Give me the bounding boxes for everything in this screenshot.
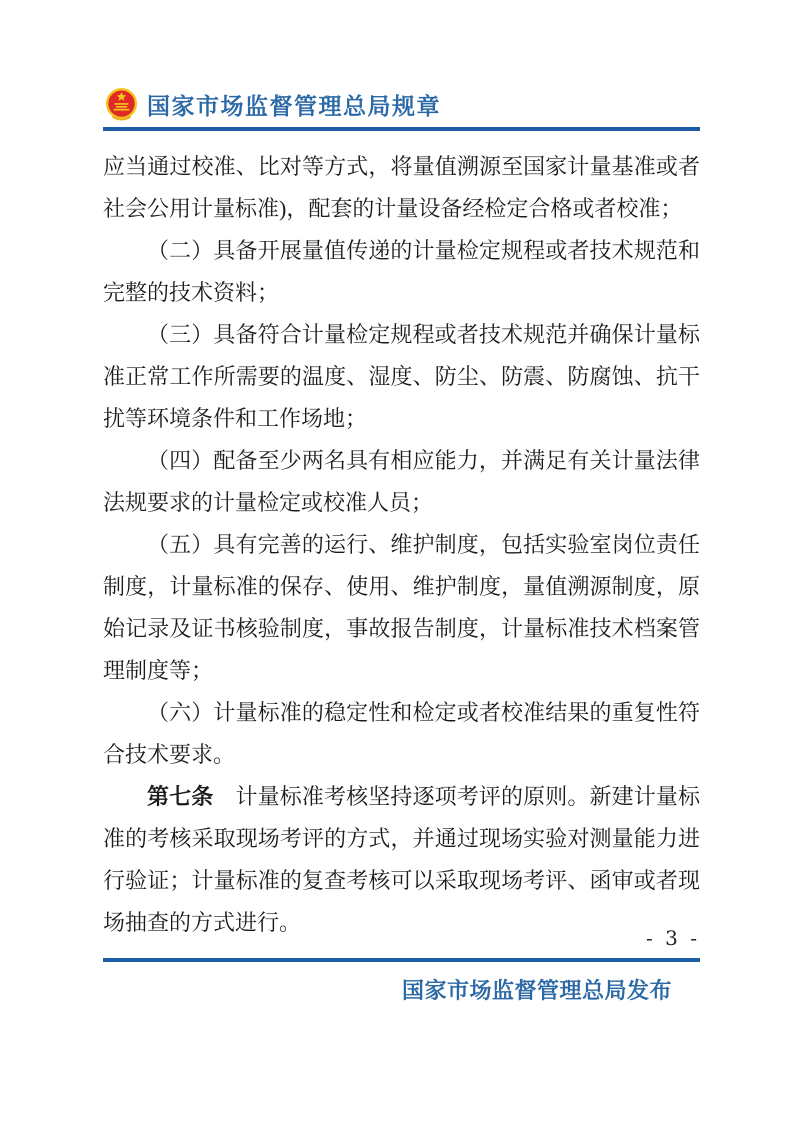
article-text: 计量标准考核坚持逐项考评的原则。新建计量标准的考核采取现场考评的方式，并通过现场实验对测量能力进行验证；计量标准的复查考核可以采取现场考评、函审或者现场抽查的方式进行。	[103, 784, 700, 935]
header-rule	[103, 127, 700, 131]
china-national-emblem-icon	[103, 86, 140, 123]
paragraph-item-2: （二）具备开展量值传递的计量检定规程或者技术规范和完整的技术资料；	[103, 238, 700, 305]
paragraph-item-5: （五）具有完善的运行、维护制度，包括实验室岗位责任制度，计量标准的保存、使用、维护制度，量值溯源制度，原始记录及证书核验制度，事故报告制度，计量标准技术档案管理制度等；	[103, 532, 700, 683]
paragraph-item-6: （六）计量标准的稳定性和检定或者校准结果的重复性符合技术要求。	[103, 700, 700, 767]
paragraph-continuation: 应当通过校准、比对等方式，将量值溯源至国家计量基准或者社会公用计量标准)，配套的计量设备经检定合格或者校准；	[103, 154, 700, 221]
footer-rule	[103, 958, 700, 962]
document-header	[103, 84, 700, 124]
paragraph-item-3: （三）具备符合计量检定规程或者技术规范并确保计量标准正常工作所需要的温度、湿度、防尘、防震、防腐蚀、抗干扰等环境条件和工作场地；	[103, 322, 700, 431]
header-title: 国家市场监督管理总局规章	[147, 92, 441, 119]
article-number-label: 第七条	[147, 784, 214, 809]
publisher-line: 国家市场监督管理总局发布	[401, 978, 672, 1003]
paragraph-article-7	[103, 776, 700, 944]
document-body	[103, 146, 700, 944]
page-number: - 3 -	[646, 926, 700, 950]
paragraph-item-4: （四）配备至少两名具有相应能力，并满足有关计量法律法规要求的计量检定或校准人员；	[103, 448, 700, 515]
